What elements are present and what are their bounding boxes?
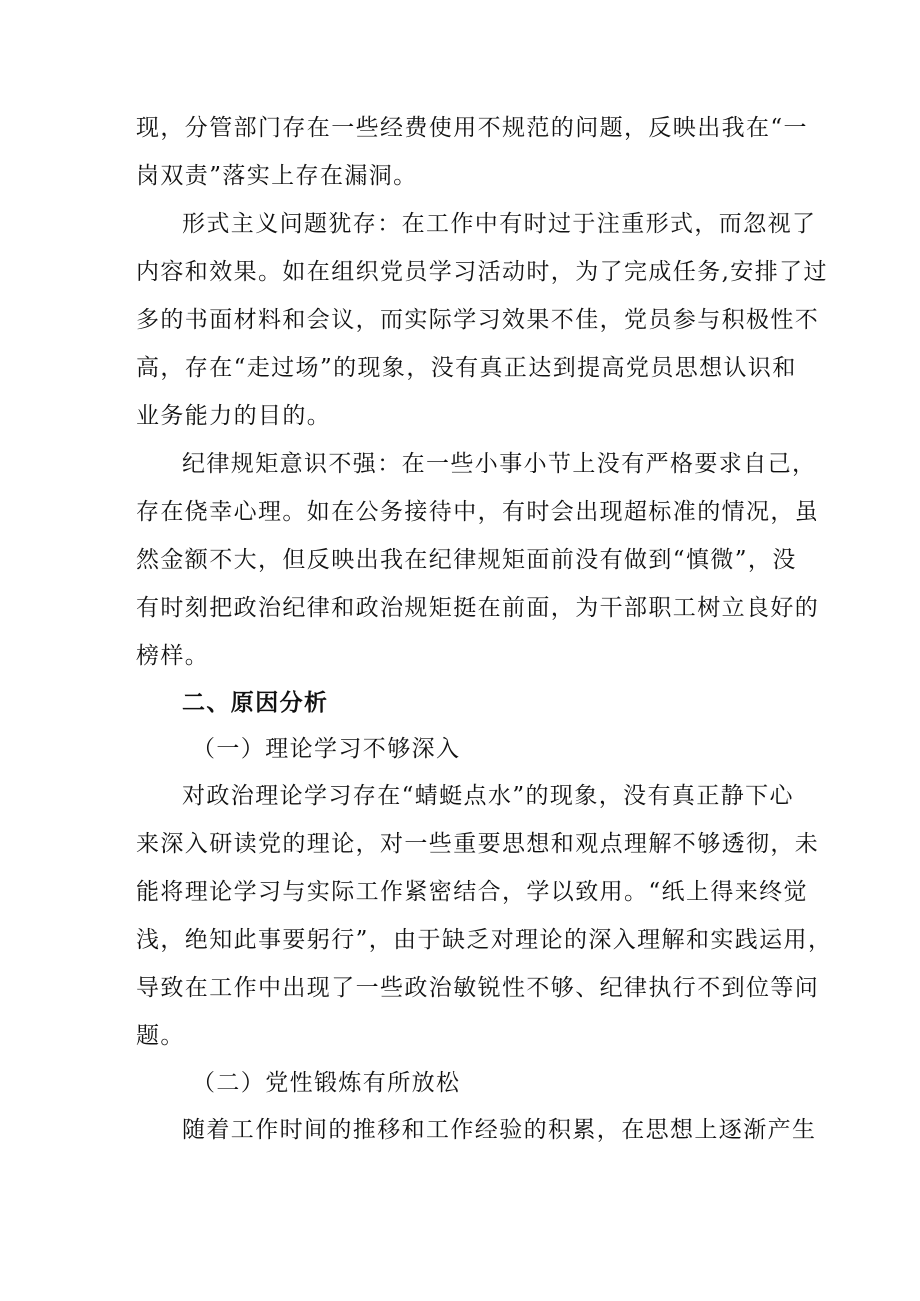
text-line: 浅，绝知此事要躬行”，由于缺乏对理论的深入理解和实践运用， <box>136 927 833 953</box>
text-line: 随着工作时间的推移和工作经验的积累，在思想上逐渐产生 <box>182 1117 817 1143</box>
text-line: 对政治理论学习存在“蜻蜓点水”的现象，没有真正静下心 <box>182 783 794 809</box>
text-line: 多的书面材料和会议，而实际学习效果不佳，党员参与积极性不 <box>136 307 820 333</box>
paragraph-1 <box>136 104 808 200</box>
subsection-heading-1: （一）理论学习不够深入 <box>192 736 461 762</box>
text-line: 内容和效果。如在组织党员学习活动时，为了完成任务,安排了过 <box>136 259 828 285</box>
text-line: 题。 <box>136 1023 185 1049</box>
text-line: 岗双责”落实上存在漏洞。 <box>136 163 418 189</box>
paragraph-party-spirit <box>136 1106 817 1154</box>
text-line: 形式主义问题犹存：在工作中有时过于注重形式，而忽视了 <box>182 211 817 237</box>
text-line: 高，存在“走过场”的现象，没有真正达到提高党员思想认识和 <box>136 355 797 381</box>
subsection-heading-2: （二）党性锻炼有所放松 <box>192 1070 461 1096</box>
text-line: 来深入研读党的理论，对一些重要思想和观点理解不够透彻，未 <box>136 831 820 857</box>
text-line: 现，分管部门存在一些经费使用不规范的问题，反映出我在“一 <box>136 115 808 141</box>
paragraph-discipline <box>136 440 820 680</box>
paragraph-formalism <box>136 200 828 440</box>
text-line: 有时刻把政治纪律和政治规矩挺在前面，为干部职工树立良好的 <box>136 595 820 621</box>
text-line: 然金额不大，但反映出我在纪律规矩面前没有做到“慎微”，没 <box>136 547 797 573</box>
text-line: 能将理论学习与实际工作紧密结合，学以致用。“纸上得来终觉 <box>136 879 808 905</box>
text-line: 业务能力的目的。 <box>136 403 332 429</box>
text-line: 纪律规矩意识不强：在一些小事小节上没有严格要求自己， <box>182 451 817 477</box>
text-line: 榜样。 <box>136 643 210 669</box>
paragraph-theory <box>136 772 833 1060</box>
text-line: 存在侥幸心理。如在公务接待中，有时会出现超标准的情况，虽 <box>136 499 820 525</box>
document-body <box>136 104 833 1154</box>
section-heading: 二、原因分析 <box>182 689 329 716</box>
text-line: 导致在工作中出现了一些政治敏锐性不够、纪律执行不到位等问 <box>136 975 820 1001</box>
